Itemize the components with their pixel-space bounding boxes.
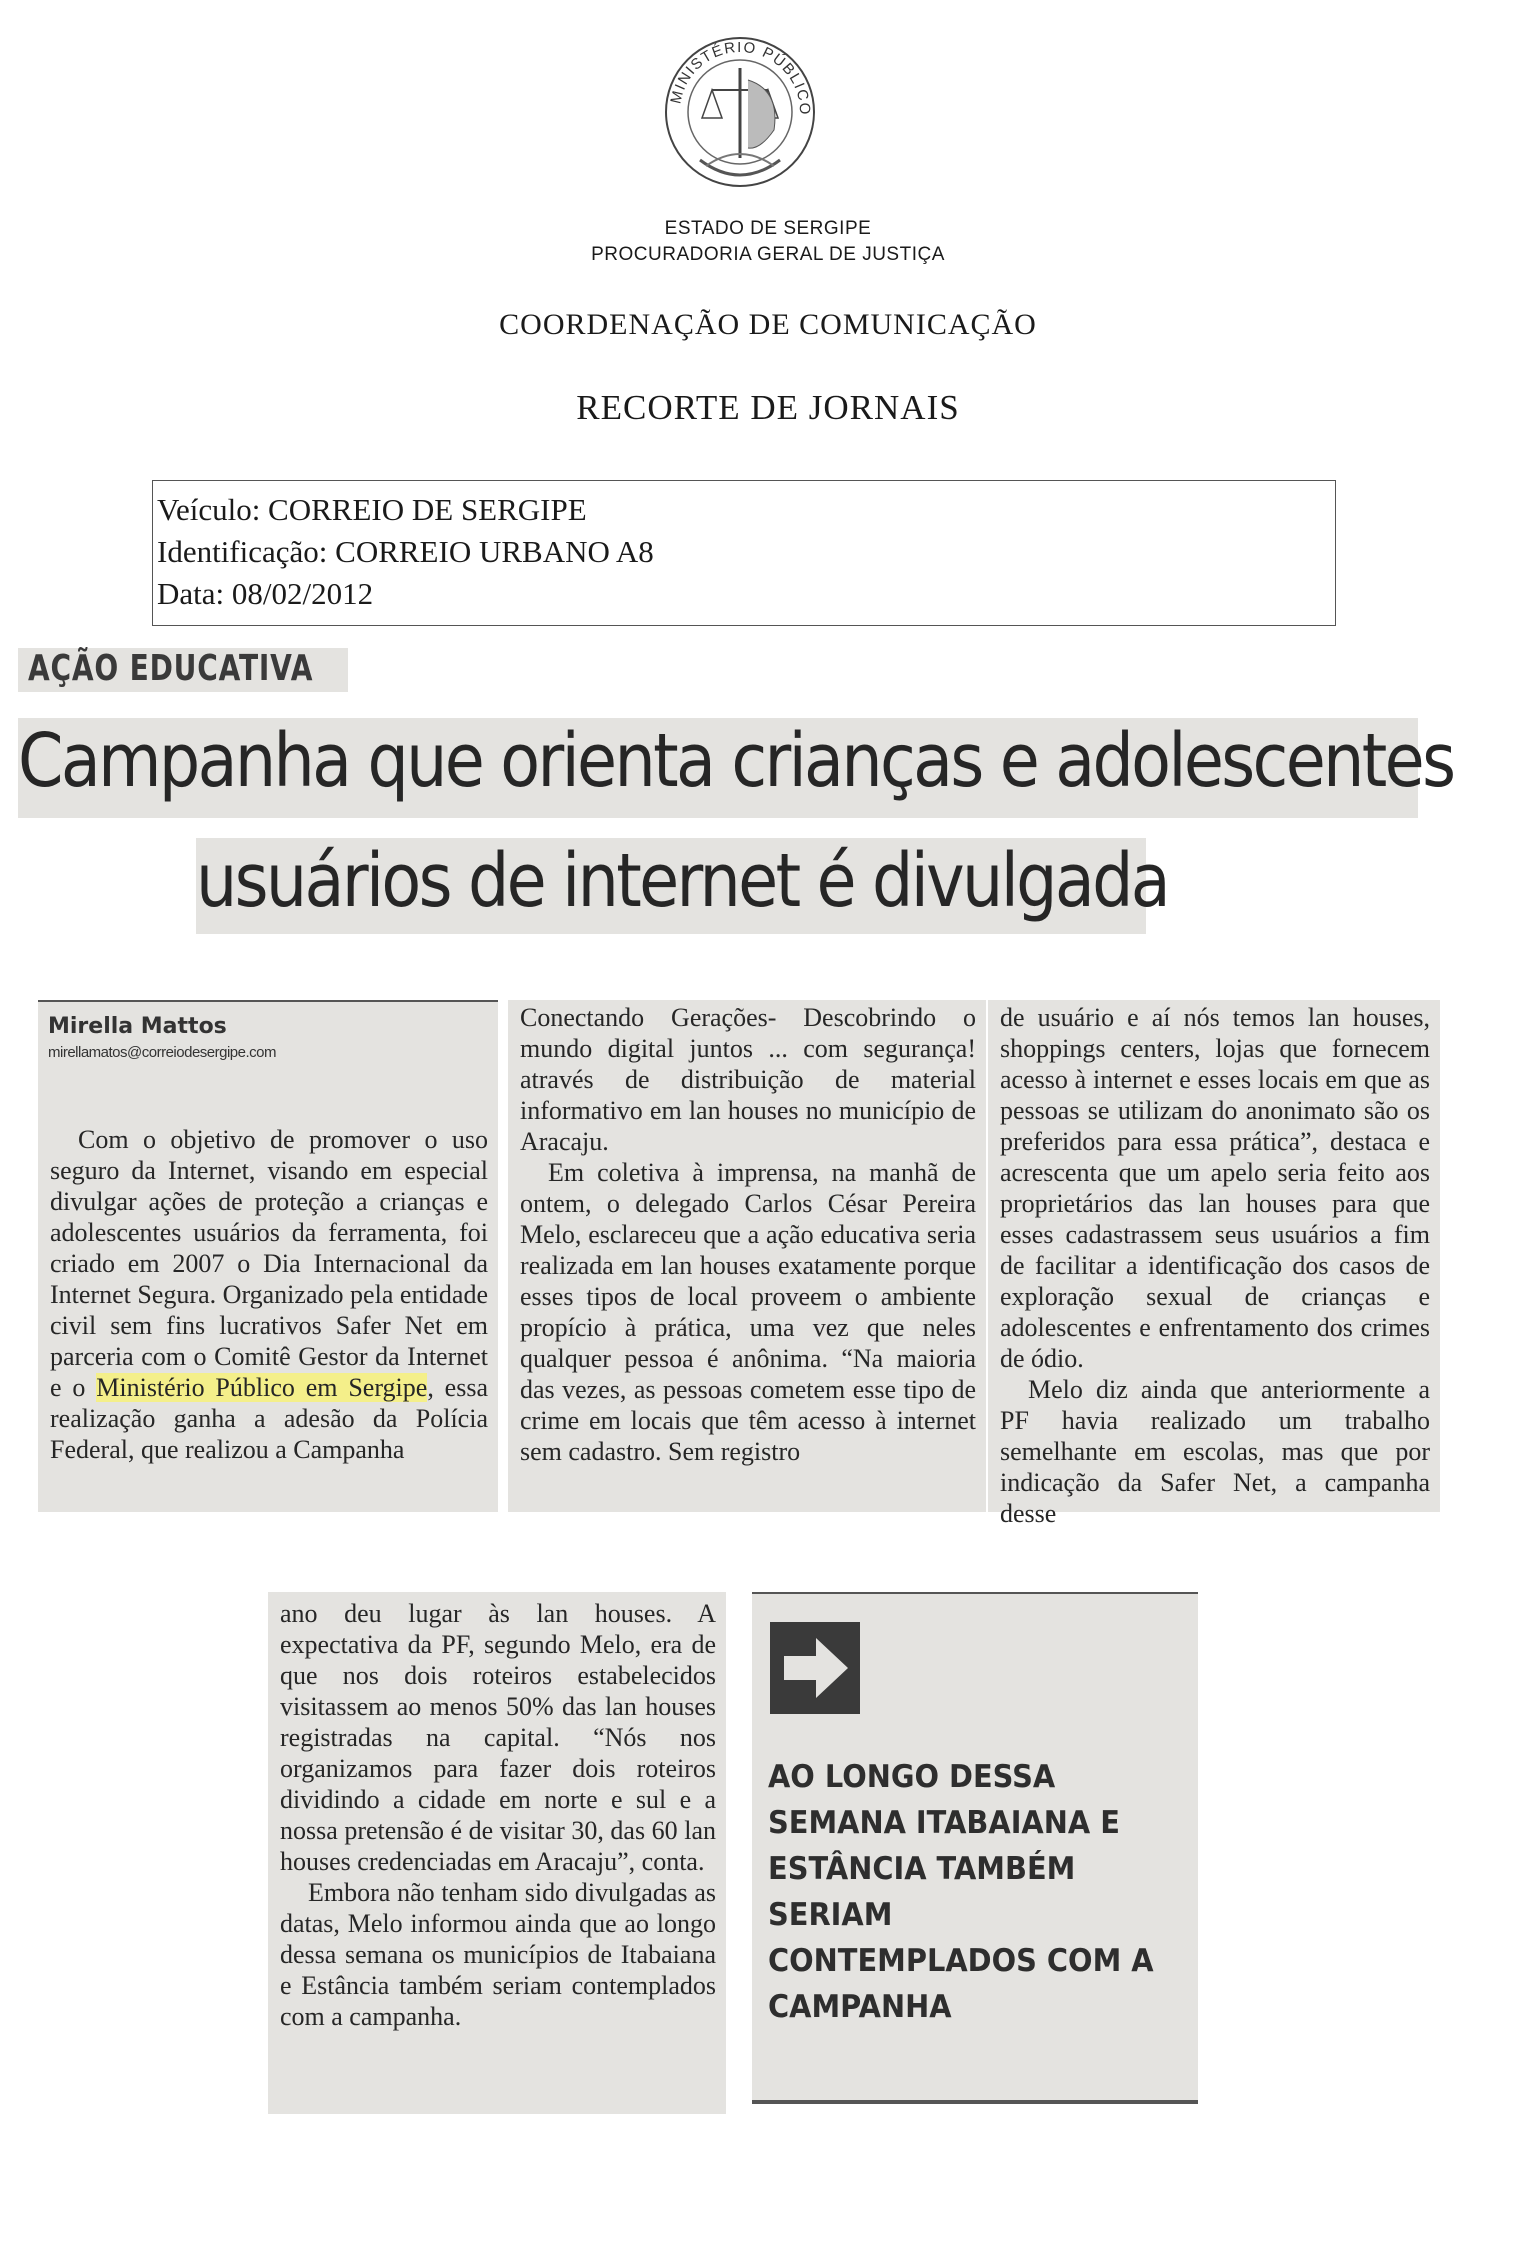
box-rule-top [752,1592,1198,1594]
col3-paragraph-2: Melo diz ainda que anteriormente a PF havia realizado um trabalho semelhante em escolas, mas que por indicação da Safer Net, a campanha desse [1000,1375,1430,1528]
article-column-4 [268,1592,726,2114]
column-4-text [280,1598,716,2032]
identification-line: Identificação: CORREIO URBANO A8 [157,534,654,569]
vehicle-line: Veículo: CORREIO DE SERGIPE [157,492,587,527]
column-rule [38,1000,498,1002]
department-title: COORDENAÇÃO DE COMUNICAÇÃO [499,308,1037,341]
headline-line-1: Campanha que orienta crianças e adolescentes [18,718,1454,804]
column-3-text [1000,1002,1430,1529]
article-column-2 [508,1000,986,1512]
col2-paragraph-2: Em coletiva à imprensa, na manhã de ontem, o delegado Carlos César Pereira Melo, esclareceu que a ação educativa seria realizada em lan houses exatamente porque esses tipos de local proveem o ambiente propício à prática, uma vez que neles qualquer pessoa é anônima. “Na maioria das vezes, as pessoas cometem esse tipo de crime em locais que têm acesso à internet sem cadastro. Sem registro [520,1158,976,1466]
col2-paragraph-1: Conectando Gerações- Descobrindo o mundo digital juntos ... com segurança! através de distribuição de material informativo em lan houses no município de Aracaju. [520,1003,976,1156]
article-column-1 [38,1000,498,1512]
section-title: RECORTE DE JORNAIS [576,388,960,427]
headline-clip-1 [18,718,1454,818]
arrow-right-icon [770,1622,860,1714]
date-line: Data: 08/02/2012 [157,576,374,611]
col1-text-b: , essa realização ganha a adesão da Polícia Federal, que realizou a Campanha [50,1373,488,1464]
headline-line-2: usuários de internet é divulgada [196,838,1169,924]
box-rule-bottom [752,2100,1198,2104]
column-1-text [50,1124,488,1465]
header-state: ESTADO DE SERGIPE [664,218,872,239]
clipping-info-box [152,480,1336,626]
col1-text-a: Com o objetivo de promover o uso seguro da Internet, visando em especial divulgar ações de proteção a crianças e adolescentes usuários da ferramenta, foi criado em 2007 o Dia Internacional da Internet Segura. Organizado pela entidade civil sem fins lucrativos Safer Net em parceria com o Comitê Gestor da Internet e o [50,1125,488,1402]
col3-paragraph-1: de usuário e aí nós temos lan houses, shoppings centers, lojas que fornecem acesso à internet e esses locais em que as pessoas se utilizam do anonimato são os preferidos para essa prática”, destaca e acrescenta que um apelo seria feito aos proprietários das lan houses para que esses cadastrassem seus usuários a fim de facilitar a identificação dos casos de exploração sexual de crianças e adolescentes e enfrentamento dos crimes de ódio. [1000,1003,1430,1373]
seal-label: MINISTÉRIO PÚBLICO [667,38,814,117]
col4-paragraph-1: ano deu lugar às lan houses. A expectativa da PF, segundo Melo, era de que nos dois roteiros estabelecidos visitassem ao menos 50% das lan houses registradas na capital. “Nós nos organizamos para fazer dois roteiros dividindo a cidade em norte e sul e a nossa pretensão é de visitar 30, das 60 lan houses credenciadas em Aracaju”, conta. [280,1599,716,1876]
author-email: mirellamatos@correiodesergipe.com [48,1044,276,1061]
column-2-text [520,1002,976,1467]
section-tag: AÇÃO EDUCATIVA [28,648,314,689]
article-column-3 [988,1000,1440,1528]
pull-quote-box [752,1592,1198,2104]
header-office: PROCURADORIA GERAL DE JUSTIÇA [591,244,945,265]
pull-quote-text: AO LONGO DESSA SEMANA ITABAIANA E ESTÂNCIA TAMBÉM SERIAM CONTEMPLADOS COM A CAMPANHA [768,1759,1154,2025]
author-name: Mirella Mattos [48,1014,227,1039]
ministerio-publico-seal [650,20,830,200]
headline-clip-2 [196,838,1169,934]
section-tag-clip [18,648,348,692]
col4-paragraph-2: Embora não tenham sido divulgadas as datas, Melo informou ainda que ao longo dessa semana os municípios de Itabaiana e Estância também seriam contemplados com a campanha. [280,1878,716,2031]
highlighted-text: Ministério Público em Sergipe [96,1373,428,1402]
